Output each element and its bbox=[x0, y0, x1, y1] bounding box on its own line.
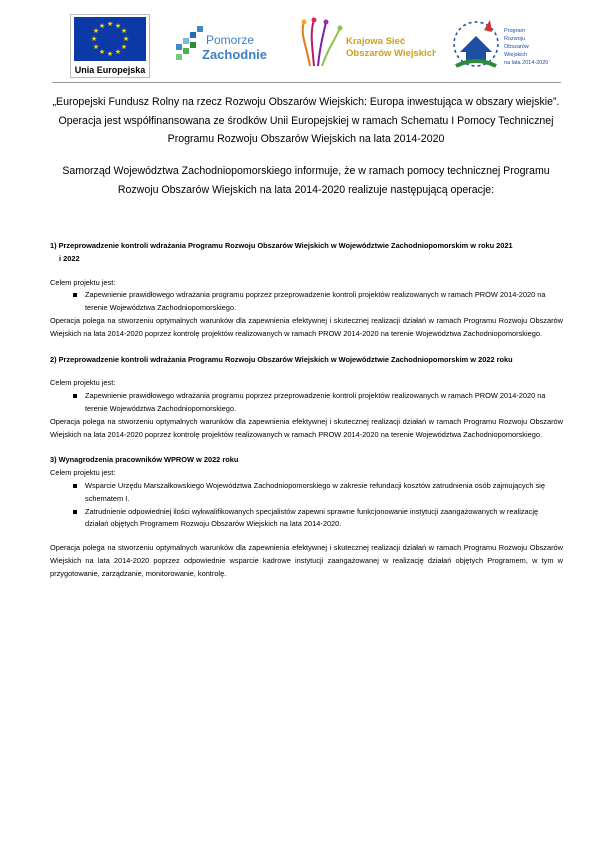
operation-1-description: Operacja polega na stworzeniu optymalnych warunków dla zapewnienia efektywnej i skutecznej realizacji działań w ramach Programu Rozwoju Obszarów Wiejskich na lata 2014-2020 poprzez kontrolę projektów realizowanych w ramach PROW 2014-2020 na terenie Województwa Zachodniopomorskiego. bbox=[50, 315, 563, 338]
operation-3 bbox=[50, 454, 563, 580]
operation-2-goal-label: Celem projektu jest: bbox=[50, 378, 116, 388]
header-rule bbox=[52, 82, 561, 83]
goal-item: Zapewnienie prawidłowego wdrażania programu poprzez przeprowadzenie kontroli projektów realizowanych w ramach PROW 2014-2020 na terenie Województwa Zachodniopomorskiego. bbox=[75, 289, 563, 315]
intro-line-5: Rozwoju Obszarów Wiejskich na lata 2014-2020 realizuje następującą operacje: bbox=[117, 183, 495, 196]
prow-line-3: Wiejskich bbox=[504, 52, 528, 58]
svg-text:★: ★ bbox=[92, 43, 100, 51]
intro-announcement bbox=[48, 162, 564, 199]
svg-text:★: ★ bbox=[114, 48, 122, 56]
logo-bar bbox=[60, 14, 550, 78]
goal-item: Wsparcie Urzędu Marszałkowskiego Województwa Zachodniopomorskiego w zakresie refundacji kosztów zatrudnienia osób zajmujących się schematem I. bbox=[75, 480, 563, 506]
svg-text:★: ★ bbox=[120, 27, 128, 35]
prow-line-4: na lata 2014-2020 bbox=[504, 60, 549, 66]
svg-text:★: ★ bbox=[106, 20, 114, 28]
svg-text:★: ★ bbox=[90, 35, 98, 43]
goal-item: Zatrudnienie odpowiedniej ilości wykwalifikowanych specjalistów zapewni sprawne funkcjonowanie instytucji zaangażowanych w realizację działań objętych Programem Rozwoju Obszarów Wiejskich na lata 2014-2020. bbox=[75, 506, 563, 532]
operation-2-title: 2) Przeprowadzenie kontroli wdrażania Programu Rozwoju Obszarów Wiejskich w Województwie Zachodniopomorskim w 2022 roku bbox=[50, 354, 513, 364]
intro-line-1: „Europejski Fundusz Rolny na rzecz Rozwoju Obszarów Wiejskich: Europa inwestująca w obszary wiejskie”. bbox=[52, 96, 560, 108]
svg-text:★: ★ bbox=[98, 48, 106, 56]
pz-line2: Zachodnie bbox=[202, 47, 268, 62]
operation-2 bbox=[50, 354, 563, 442]
operation-3-goals bbox=[50, 480, 563, 531]
prow-line-2: Obszarów bbox=[504, 44, 529, 50]
svg-text:★: ★ bbox=[114, 22, 122, 30]
operation-3-title: 3) Wynagrodzenia pracowników WPROW w 2022 roku bbox=[50, 455, 239, 465]
operation-1-title bbox=[50, 240, 563, 266]
ksow-line2: Obszarów Wiejskich bbox=[346, 48, 436, 59]
pz-line1: Pomorze bbox=[206, 33, 255, 47]
pomorze-zachodnie-logo bbox=[172, 14, 272, 74]
operation-1-title-b: i 2022 bbox=[59, 253, 80, 263]
eu-logo bbox=[70, 14, 150, 78]
operation-3-goal-label: Celem projektu jest: bbox=[50, 468, 116, 478]
svg-text:★: ★ bbox=[122, 35, 130, 43]
pomorze-mark-icon bbox=[176, 26, 203, 60]
goal-item: Zapewnienie prawidłowego wdrażania programu poprzez przeprowadzenie kontroli projektów realizowanych w ramach PROW 2014-2020 na terenie Województwa Zachodniopomorskiego. bbox=[75, 390, 563, 416]
operation-2-description: Operacja polega na stworzeniu optymalnych warunków dla zapewnienia efektywnej i skutecznej realizacji działań w ramach Programu Rozwoju Obszarów Wiejskich na lata 2014-2020 poprzez kontrolę projektów realizowanych w ramach PROW 2014-2020 na terenie Województwa Zachodniopomorskiego. bbox=[50, 416, 563, 439]
ksow-logo bbox=[296, 14, 436, 74]
intro-line-2: Operacja jest współfinansowana ze środków Unii Europejskiej w ramach Schematu I Pomocy Technicznej bbox=[58, 114, 554, 127]
operation-2-goals bbox=[50, 390, 563, 416]
prow-line-0: Program bbox=[504, 28, 526, 34]
intro-funding bbox=[48, 93, 564, 149]
eu-flag-icon bbox=[74, 17, 146, 61]
ksow-mark-icon bbox=[302, 18, 343, 67]
intro-line-4: Samorząd Województwa Zachodniopomorskiego informuje, że w ramach pomocy technicznej Programu bbox=[62, 165, 550, 177]
prow-line-1: Rozwoju bbox=[504, 36, 526, 42]
operation-1-goals bbox=[50, 289, 563, 315]
operations-list bbox=[50, 240, 563, 581]
svg-text:★: ★ bbox=[120, 43, 128, 51]
operation-1-goal-label: Celem projektu jest: bbox=[50, 277, 116, 287]
operation-1-title-a: 1) Przeprowadzenie kontroli wdrażania Programu Rozwoju Obszarów Wiejskich w Województwie Zachodniopomorskim w roku 2021 bbox=[50, 241, 513, 250]
svg-text:★: ★ bbox=[92, 27, 100, 35]
prow-logo bbox=[450, 14, 550, 78]
ksow-line1: Krajowa Sieć bbox=[346, 36, 406, 47]
prow-mark-icon bbox=[454, 20, 498, 66]
svg-text:★: ★ bbox=[98, 22, 106, 30]
svg-text:★: ★ bbox=[106, 50, 114, 58]
eu-label: Unia Europejska bbox=[74, 65, 146, 75]
intro-line-3: Programu Rozwoju Obszarów Wiejskich na lata 2014-2020 bbox=[167, 133, 445, 145]
operation-1 bbox=[50, 240, 563, 341]
operation-3-description: Operacja polega na stworzeniu optymalnych warunków dla zapewnienia efektywnej i skutecznej realizacji działań w ramach Programu Rozwoju Obszarów Wiejskich na lata 2014-2020 poprzez odpowiednie wsparcie kadrowe instytucji zaangażowanej w realizację działań objętych Programem, w tym w przygotowanie, zarządzanie, monitorowanie, kontrolę. bbox=[50, 543, 563, 578]
